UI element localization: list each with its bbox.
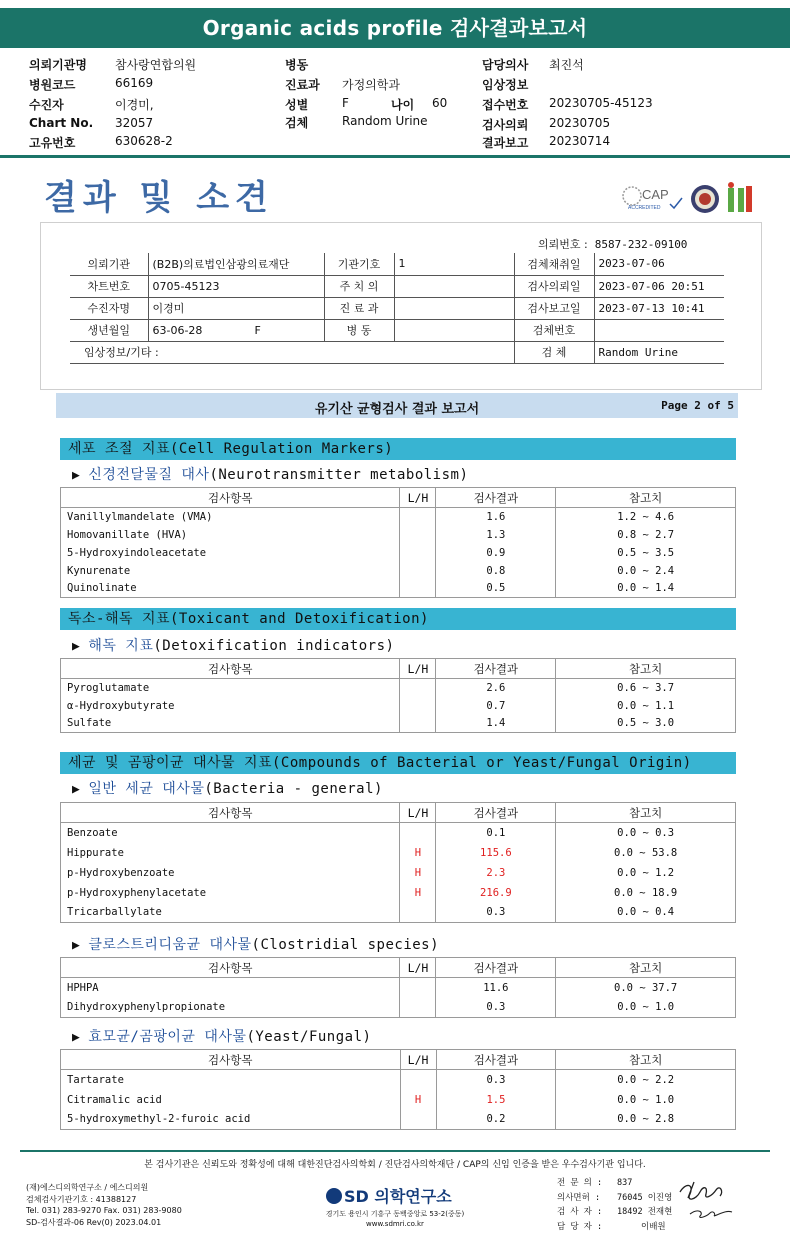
field-clinical-info: 임상정보: [482, 78, 529, 92]
triangle-bullet-icon: ▶: [72, 639, 81, 654]
result-reference: 0.0 ~ 2.2: [556, 1070, 736, 1090]
neurotransmitter-table: [60, 487, 736, 598]
table-row: [61, 823, 736, 843]
clostridial-table: [60, 957, 736, 1018]
info-row: 의뢰기관 (B2B)의료법인삼광의료재단 기관기호 1 검체채취일 2023-07-06: [70, 253, 724, 275]
footer-address: 경기도 용인시 기흥구 동백중앙로 53-2(중동): [325, 1210, 465, 1218]
table-row: [61, 697, 736, 715]
result-reference: 0.0 ~ 53.8: [556, 843, 736, 863]
result-item-name: Tricarballylate: [61, 903, 400, 923]
svg-text:CAP: CAP: [642, 187, 669, 202]
triangle-bullet-icon: ▶: [72, 468, 81, 483]
result-flag: [400, 544, 436, 562]
result-value: 0.8: [436, 562, 556, 580]
result-flag: [400, 998, 436, 1018]
result-flag: [400, 697, 436, 715]
sd-brand-logo: SD 의학연구소: [326, 1184, 452, 1207]
sd-logo-icon: [326, 1188, 342, 1204]
result-reference: 0.0 ~ 1.1: [556, 697, 736, 715]
detoxification-table: [60, 658, 736, 733]
result-item-name: Pyroglutamate: [61, 679, 400, 697]
result-item-name: Kynurenate: [61, 562, 400, 580]
emblem-seal-icon: [691, 185, 719, 213]
result-reference: 0.0 ~ 37.7: [556, 978, 736, 998]
result-item-name: Dihydroxyphenylpropionate: [61, 998, 400, 1018]
lab-info-table: [70, 253, 724, 364]
result-reference: 0.5 ~ 3.5: [556, 544, 736, 562]
result-flag: [400, 903, 436, 923]
result-value: 1.3: [436, 526, 556, 544]
result-item-name: Tartarate: [61, 1070, 401, 1090]
svg-text:ACCREDITED: ACCREDITED: [628, 205, 661, 211]
result-value: 2.6: [436, 679, 556, 697]
info-row: 수진자명 이경미 진 료 과 검사보고일 2023-07-13 10:41: [70, 297, 724, 319]
field-unique-no: 고유번호 630628-2: [29, 134, 173, 150]
table-row: [61, 1090, 736, 1110]
result-value: 1.6: [436, 508, 556, 526]
result-reference: 1.2 ~ 4.6: [556, 508, 736, 526]
result-item-name: Benzoate: [61, 823, 400, 843]
result-value: 1.5: [436, 1090, 556, 1110]
result-reference: 0.0 ~ 18.9: [556, 883, 736, 903]
result-item-name: Vanillylmandelate (VMA): [61, 508, 400, 526]
result-item-name: Hippurate: [61, 843, 400, 863]
footer-accreditation-note: 본 검사기관은 신뢰도와 정확성에 대해 대한진단검사의학회 / 진단검사의학재단 / CAP의 신임 인증을 받은 우수검사기관 입니다.: [144, 1160, 646, 1170]
field-specimen: 검체 Random Urine: [285, 114, 428, 130]
result-flag: H: [400, 1090, 436, 1110]
accreditation-logos: [620, 182, 760, 216]
result-item-name: p-Hydroxyphenylacetate: [61, 883, 400, 903]
result-value: 0.7: [436, 697, 556, 715]
result-flag: H: [400, 843, 436, 863]
table-row: [61, 863, 736, 883]
result-reference: 0.0 ~ 0.4: [556, 903, 736, 923]
result-item-name: 5-Hydroxyindoleacetate: [61, 544, 400, 562]
field-report-date: 결과보고 20230714: [482, 134, 611, 150]
result-value: 0.3: [436, 998, 556, 1018]
yeast-fungal-table: [60, 1049, 736, 1130]
field-doctor: 담당의사 최진석: [482, 58, 584, 72]
request-number: 의뢰번호 : 8587-232-09100: [538, 238, 688, 251]
table-header-row: 검사항목 L/H 검사결과 참고치: [61, 659, 736, 679]
result-flag: [400, 1110, 436, 1130]
result-value: 115.6: [436, 843, 556, 863]
table-row: [61, 903, 736, 923]
result-item-name: HPHPA: [61, 978, 400, 998]
subsection-neurotransmitter: ▶ 신경전달물질 대사(Neurotransmitter metabolism): [72, 467, 469, 483]
result-flag: [400, 508, 436, 526]
result-flag: [400, 823, 436, 843]
info-row: 차트번호 0705-45123 주 치 의 검사의뢰일 2023-07-06 20:51: [70, 275, 724, 297]
field-chart-no: Chart No. 32057: [29, 116, 154, 130]
triangle-bullet-icon: ▶: [72, 938, 81, 953]
signature-icon: [676, 1174, 756, 1224]
results-title: 결과 및 소견: [44, 178, 274, 218]
subsection-clostridial: ▶ 클로스트리디움균 대사물(Clostridial species): [72, 937, 440, 953]
result-item-name: Homovanillate (HVA): [61, 526, 400, 544]
result-flag: [400, 526, 436, 544]
result-value: 0.3: [436, 1070, 556, 1090]
field-age: 나이 60: [391, 96, 448, 112]
info-row: 생년월일 63-06-28 F 병 동 검체번호: [70, 319, 724, 341]
table-row: [61, 580, 736, 598]
result-reference: 0.0 ~ 1.2: [556, 863, 736, 883]
result-flag: H: [400, 883, 436, 903]
result-value: 0.2: [436, 1110, 556, 1130]
field-request-date: 검사의뢰 20230705: [482, 116, 611, 132]
result-flag: [400, 679, 436, 697]
result-reference: 0.6 ~ 3.7: [556, 679, 736, 697]
result-value: 0.3: [436, 903, 556, 923]
table-row: [61, 562, 736, 580]
subsection-detoxification: ▶ 해독 지표(Detoxification indicators): [72, 638, 395, 654]
bacteria-table: [60, 802, 736, 923]
table-row: [61, 679, 736, 697]
lab-logo-icon: [728, 182, 752, 212]
table-header-row: 검사항목 L/H 검사결과 참고치: [61, 488, 736, 508]
result-flag: [400, 580, 436, 598]
table-row: [61, 883, 736, 903]
patient-info: [0, 54, 790, 154]
result-value: 1.4: [436, 715, 556, 733]
info-row: 임상정보/기타 : 검 체 Random Urine: [70, 341, 724, 363]
result-value: 0.9: [436, 544, 556, 562]
result-flag: [400, 978, 436, 998]
table-row: [61, 715, 736, 733]
result-item-name: 5-hydroxymethyl-2-furoic acid: [61, 1110, 401, 1130]
footer-staff: 전 문 의 : 837 의사면허 : 76045 이진영 검 사 자 : 18492 전재현 담 당 자 : 이배원: [557, 1178, 673, 1232]
result-value: 0.5: [436, 580, 556, 598]
field-patient-name: 수진자 이경미,: [29, 98, 154, 112]
page-indicator: Page 2 of 5: [661, 399, 734, 412]
footer-lab-info: (재)에스디의학연구소 / 에스디의원 검체검사기관기호 : 41388127 Tel. 031) 283-9270 Fax. 031) 283-9080 SD-검사결과-06 Rev(0) 2023.04.01: [26, 1183, 182, 1227]
result-value: 11.6: [436, 978, 556, 998]
result-reference: 0.8 ~ 2.7: [556, 526, 736, 544]
result-reference: 0.0 ~ 0.3: [556, 823, 736, 843]
field-sex: 성별 F: [285, 96, 349, 112]
field-ward: 병동: [285, 58, 309, 72]
table-row: [61, 843, 736, 863]
footer-website: www.sdmri.co.kr: [366, 1220, 424, 1228]
result-reference: 0.0 ~ 1.0: [556, 1090, 736, 1110]
header-divider: [0, 155, 790, 158]
result-value: 2.3: [436, 863, 556, 883]
result-item-name: Sulfate: [61, 715, 400, 733]
table-header-row: 검사항목 L/H 검사결과 참고치: [61, 958, 736, 978]
result-value: 216.9: [436, 883, 556, 903]
result-item-name: Quinolinate: [61, 580, 400, 598]
result-item-name: α-Hydroxybutyrate: [61, 697, 400, 715]
field-requesting-org: 의뢰기관명 참사랑연합의원: [29, 58, 197, 72]
result-flag: H: [400, 863, 436, 883]
result-reference: 0.0 ~ 1.0: [556, 998, 736, 1018]
table-row: [61, 998, 736, 1018]
subsection-bacteria-general: ▶ 일반 세균 대사물(Bacteria - general): [72, 781, 383, 797]
section-bacterial-fungal: 세균 및 곰팡이균 대사물 지표(Compounds of Bacterial or Yeast/Fungal Origin): [60, 752, 736, 774]
result-flag: [400, 562, 436, 580]
footer-divider: [20, 1150, 770, 1152]
table-row: [61, 1110, 736, 1130]
field-hospital-code: 병원코드 66169: [29, 76, 154, 92]
field-receipt-no: 접수번호 20230705-45123: [482, 96, 653, 112]
result-item-name: p-Hydroxybenzoate: [61, 863, 400, 883]
field-department: 진료과 가정의학과: [285, 78, 400, 92]
report-header-title: Organic acids profile 검사결과보고서: [0, 8, 790, 48]
section-cell-regulation: 세포 조절 지표(Cell Regulation Markers): [60, 438, 736, 460]
table-header-row: 검사항목 L/H 검사결과 참고치: [61, 1050, 736, 1070]
table-header-row: 검사항목 L/H 검사결과 참고치: [61, 803, 736, 823]
result-reference: 0.0 ~ 1.4: [556, 580, 736, 598]
result-flag: [400, 715, 436, 733]
table-row: [61, 978, 736, 998]
result-flag: [400, 1070, 436, 1090]
table-row: [61, 544, 736, 562]
cap-logo-icon: [623, 187, 682, 211]
result-item-name: Citramalic acid: [61, 1090, 401, 1110]
triangle-bullet-icon: ▶: [72, 1030, 81, 1045]
result-reference: 0.0 ~ 2.4: [556, 562, 736, 580]
triangle-bullet-icon: ▶: [72, 782, 81, 797]
table-row: [61, 526, 736, 544]
subsection-yeast-fungal: ▶ 효모균/곰팡이균 대사물(Yeast/Fungal): [72, 1029, 372, 1045]
table-row: [61, 1070, 736, 1090]
report-banner: [56, 393, 738, 418]
report-banner-title: 유기산 균형검사 결과 보고서: [314, 402, 480, 417]
section-toxicant: 독소-해독 지표(Toxicant and Detoxification): [60, 608, 736, 630]
table-row: [61, 508, 736, 526]
result-reference: 0.0 ~ 2.8: [556, 1110, 736, 1130]
result-value: 0.1: [436, 823, 556, 843]
result-reference: 0.5 ~ 3.0: [556, 715, 736, 733]
